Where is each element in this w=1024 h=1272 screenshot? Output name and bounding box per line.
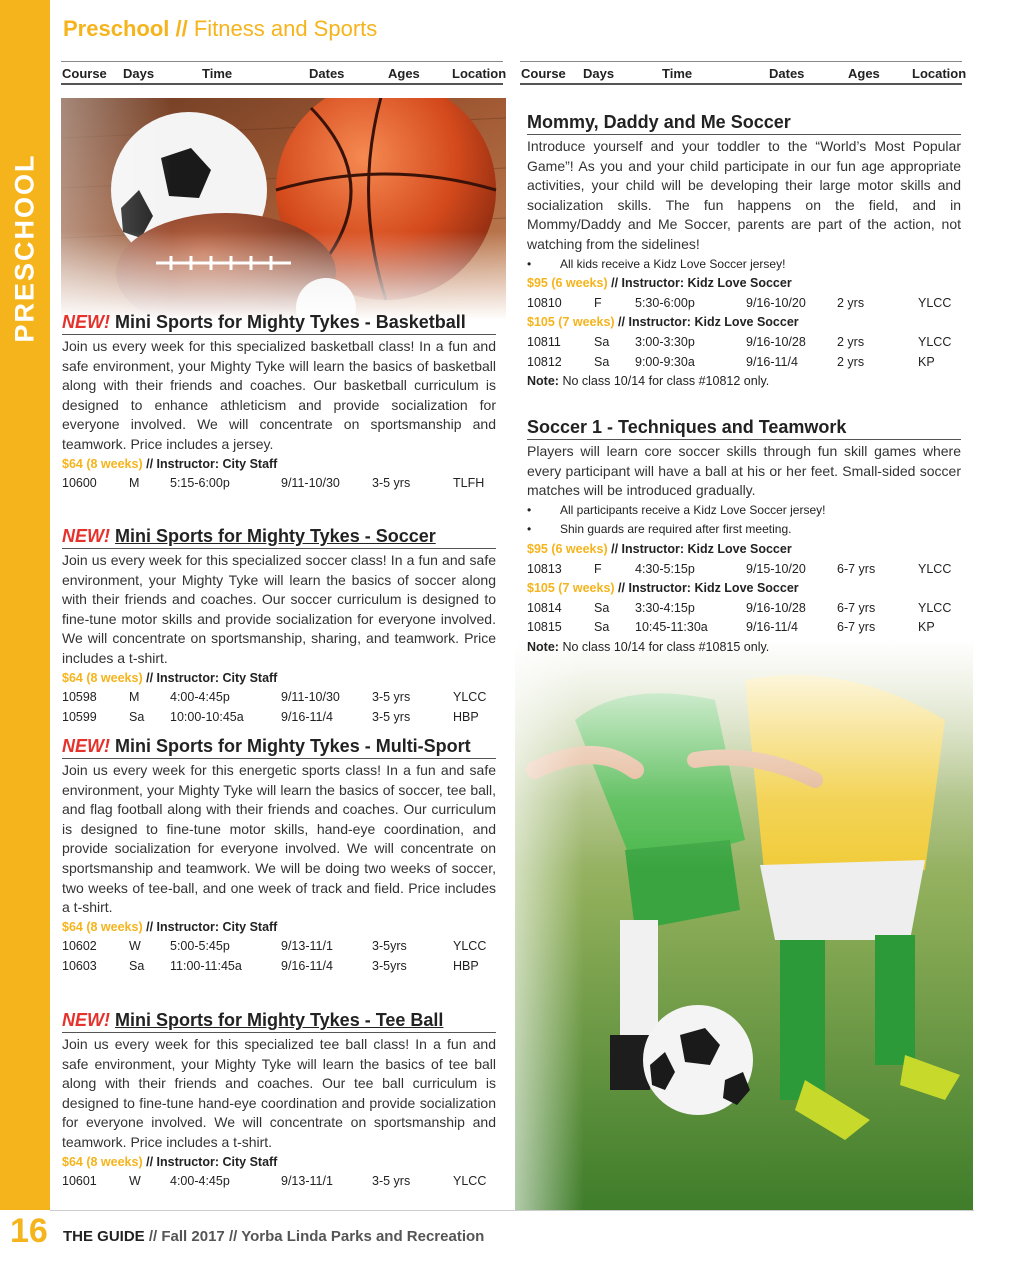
cell-time: 4:30-5:15p: [635, 561, 695, 576]
price-amount: $64 (8 weeks): [62, 919, 143, 934]
cell-ages: 3-5 yrs: [372, 690, 411, 705]
instructor: // Instructor: Kidz Love Soccer: [611, 276, 792, 291]
cell-location: TLFH: [453, 476, 485, 491]
price-line: [62, 918, 496, 938]
cell-course: 10602: [62, 939, 97, 954]
cell-time: 11:00-11:45a: [170, 958, 242, 973]
class-title-text: Mini Sports for Mighty Tykes - Tee Ball: [115, 1010, 444, 1030]
class-title: [527, 415, 961, 440]
cell-dates: 9/16-10/28: [746, 334, 806, 349]
table-row: [527, 599, 961, 619]
instructor: // Instructor: Kidz Love Soccer: [618, 315, 799, 330]
price-amount: $105 (7 weeks): [527, 315, 615, 330]
cell-ages: 3-5yrs: [372, 958, 407, 973]
cell-course: 10810: [527, 295, 562, 310]
page-title-subcategory: Fitness and Sports: [193, 16, 378, 41]
cell-ages: 3-5 yrs: [372, 476, 411, 491]
cell-days: Sa: [129, 709, 145, 724]
class-description: Join us every week for this specialized soccer class! In a fun and safe environment, your Mighty Tyke will learn the basics of soccer along with their friends and coaches. Our soccer curriculum is designed to fine-tune motor skills and provide socialization for everyone involved. We will concentrate on sportsmanship, sharing, and teamwork. Price includes a t-shirt.: [62, 552, 496, 666]
cell-location: YLCC: [453, 690, 487, 705]
cell-course: 10598: [62, 690, 97, 705]
footer-credit: [63, 1228, 484, 1245]
cell-time: 10:00-10:45a: [170, 709, 244, 724]
cell-location: YLCC: [918, 334, 952, 349]
col-days: Days: [123, 66, 155, 81]
cell-dates: 9/16-10/28: [746, 600, 806, 615]
price-line: [527, 540, 961, 560]
price-line: [62, 669, 496, 689]
cell-days: W: [129, 939, 141, 954]
cell-course: 10815: [527, 620, 562, 635]
cell-location: YLCC: [918, 561, 952, 576]
note-text: No class 10/14 for class #10815 only.: [562, 639, 770, 654]
cell-time: 5:00-5:45p: [170, 939, 230, 954]
instructor: // Instructor: City Staff: [146, 919, 278, 934]
cell-course: 10811: [527, 334, 561, 349]
class-description: Join us every week for this specialized basketball class! In a fun and safe environment, your Mighty Tyke will learn the basics of basketball along with their friends and coaches. Our basketball curriculum is designed to enhance athleticism and provide socialization for everyone involved. We will concentrate on sportsmanship and teamwork. Price includes a jersey.: [62, 338, 496, 452]
section-tab: [0, 148, 50, 348]
column-header-left: [61, 61, 507, 85]
page-title-category: Preschool //: [63, 16, 188, 41]
class-description: Players will learn core soccer skills through fun skill games where every participant will have a ball at his or her feet. Small-sided soccer matches will be introduced gradually.: [527, 443, 961, 499]
cell-location: YLCC: [918, 295, 952, 310]
col-days: Days: [583, 66, 615, 81]
cell-ages: 3-5 yrs: [372, 709, 411, 724]
table-row: [62, 1172, 496, 1192]
instructor: // Instructor: City Staff: [146, 456, 278, 471]
cell-location: YLCC: [453, 1174, 487, 1189]
cell-days: F: [594, 295, 602, 310]
note-label: Note:: [527, 639, 559, 654]
cell-dates: 9/16-10/20: [746, 295, 806, 310]
cell-location: YLCC: [918, 600, 952, 615]
footer-separator: //: [228, 1228, 238, 1245]
class-title: [62, 1008, 496, 1033]
cell-location: HBP: [453, 958, 479, 973]
cell-location: KP: [918, 354, 935, 369]
table-row: [527, 618, 961, 638]
cell-days: Sa: [594, 600, 610, 615]
instructor: // Instructor: Kidz Love Soccer: [618, 581, 799, 596]
cell-time: 3:30-4:15p: [635, 600, 695, 615]
cell-dates: 9/16-11/4: [746, 620, 798, 635]
cell-dates: 9/13-11/1: [281, 939, 333, 954]
cell-days: M: [129, 690, 140, 705]
section-tab-label: PRESCHOOL: [9, 153, 40, 343]
cell-course: 10812: [527, 354, 562, 369]
class-title-text: Mommy, Daddy and Me Soccer: [527, 112, 791, 132]
cell-course: 10603: [62, 958, 97, 973]
cell-dates: 9/13-11/1: [281, 1174, 333, 1189]
column-header-right: [520, 61, 967, 85]
cell-course: 10814: [527, 600, 562, 615]
class-title-text: Mini Sports for Mighty Tykes - Basketball: [115, 312, 466, 332]
price-line: [527, 274, 961, 294]
class-note: [527, 638, 961, 658]
table-row: [527, 294, 961, 314]
footer-divider: [50, 1210, 974, 1211]
class-title: [62, 524, 496, 549]
note-text: No class 10/14 for class #10812 only.: [562, 374, 770, 389]
bullet-item: • All kids receive a Kidz Love Soccer jersey!: [527, 256, 786, 271]
table-row: [62, 474, 496, 494]
table-row: [62, 708, 496, 728]
col-course: Course: [62, 66, 107, 81]
price-amount: $64 (8 weeks): [62, 670, 143, 685]
table-row: [527, 333, 961, 353]
class-mommy-daddy-me-soccer: [527, 110, 961, 392]
price-amount: $105 (7 weeks): [527, 581, 615, 596]
cell-dates: 9/16-11/4: [746, 354, 798, 369]
cell-ages: 6-7 yrs: [837, 561, 876, 576]
class-title-text: Mini Sports for Mighty Tykes - Soccer: [115, 526, 436, 546]
cell-time: 4:00-4:45p: [170, 690, 230, 705]
cell-location: KP: [918, 620, 935, 635]
cell-course: 10601: [62, 1174, 97, 1189]
cell-days: Sa: [594, 354, 610, 369]
bullet-item: • All participants receive a Kidz Love Soccer jersey!: [527, 502, 826, 517]
table-row: [527, 353, 961, 373]
bullet-text: All kids receive a Kidz Love Soccer jersey!: [560, 256, 786, 271]
sports-balls-photo: [61, 98, 506, 320]
cell-time: 10:45-11:30a: [635, 620, 708, 635]
col-ages: Ages: [848, 66, 880, 81]
instructor: // Instructor: Kidz Love Soccer: [611, 541, 792, 556]
col-dates: Dates: [309, 66, 345, 81]
table-row: [62, 957, 496, 977]
cell-days: W: [129, 1174, 141, 1189]
table-row: [527, 560, 961, 580]
cell-location: HBP: [453, 709, 479, 724]
col-location: Location: [912, 66, 967, 81]
col-course: Course: [521, 66, 566, 81]
price-line: [527, 313, 961, 333]
cell-ages: 2 yrs: [837, 295, 865, 310]
col-ages: Ages: [388, 66, 420, 81]
cell-ages: 3-5 yrs: [372, 1174, 411, 1189]
cell-dates: 9/15-10/20: [746, 561, 806, 576]
cell-dates: 9/11-10/30: [281, 476, 340, 491]
class-title-text: Mini Sports for Mighty Tykes - Multi-Sport: [115, 736, 471, 756]
class-multisport: [62, 734, 496, 977]
cell-ages: 3-5yrs: [372, 939, 407, 954]
class-title: [62, 310, 496, 335]
class-title: [62, 734, 496, 759]
price-line: [62, 455, 496, 475]
footer-org: Yorba Linda Parks and Recreation: [241, 1228, 485, 1245]
class-description: Join us every week for this specialized tee ball class! In a fun and safe environment, your Mighty Tyke will learn the basics of tee ball along with their friends and coaches. Our tee ball curriculum is designed to fine-tune hand-eye coordination and provide socialization for everyone involved. We will concentrate on sportsmanship and teamwork. Price includes a t-shirt.: [62, 1036, 496, 1150]
instructor: // Instructor: City Staff: [146, 1154, 278, 1169]
cell-days: Sa: [594, 620, 610, 635]
table-row: [62, 688, 496, 708]
class-description: Join us every week for this energetic sports class! In a fun and safe environment, your Mighty Tyke will learn the basics of soccer, tee ball, and flag football along with their friends and coaches. Our curriculum is designed to fine-tune motor skills, hand-eye coordination, and provide socialization for everyone involved. We will concentrate on sportsmanship and teamwork. We will be doing two weeks of soccer, two weeks of tee-ball, and one week of track and field. Price includes a t-shirt.: [62, 762, 496, 916]
cell-course: 10813: [527, 561, 562, 576]
class-note: [527, 372, 961, 392]
cell-time: 3:00-3:30p: [635, 334, 695, 349]
cell-time: 5:30-6:00p: [635, 295, 695, 310]
price-amount: $95 (6 weeks): [527, 541, 608, 556]
kids-soccer-photo: [515, 640, 973, 1210]
cell-dates: 9/16-11/4: [281, 958, 333, 973]
page-title: [63, 16, 377, 42]
class-basketball: [62, 310, 496, 494]
footer-guide: THE GUIDE: [63, 1228, 145, 1245]
cell-ages: 2 yrs: [837, 354, 865, 369]
col-time: Time: [202, 66, 233, 81]
class-teeball: [62, 1008, 496, 1192]
new-badge: NEW!: [62, 312, 110, 332]
cell-ages: 6-7 yrs: [837, 620, 876, 635]
class-title: [527, 110, 961, 135]
page-number: 16: [10, 1212, 48, 1250]
class-description: Introduce yourself and your toddler to the “World’s Most Popular Game”! As you and your child participate in our fun age appropriate activities, your child will be developing their large motor skills and socialization skills. The fun happens on the field, and in Mommy/Daddy and Me Soccer, parents are part of the action, not watching from the sidelines!: [527, 138, 961, 252]
cell-days: Sa: [129, 958, 145, 973]
cell-course: 10600: [62, 476, 97, 491]
cell-dates: 9/11-10/30: [281, 690, 340, 705]
instructor: // Instructor: City Staff: [146, 670, 278, 685]
cell-time: 4:00-4:45p: [170, 1174, 230, 1189]
cell-days: Sa: [594, 334, 610, 349]
bullet-text: All participants receive a Kidz Love Soccer jersey!: [560, 502, 826, 517]
price-line: [527, 579, 961, 599]
price-amount: $64 (8 weeks): [62, 456, 143, 471]
col-location: Location: [452, 66, 507, 81]
cell-location: YLCC: [453, 939, 487, 954]
bullet-text: Shin guards are required after first meeting.: [560, 522, 792, 537]
note-label: Note:: [527, 374, 559, 389]
class-soccer-1: [527, 415, 961, 658]
cell-time: 9:00-9:30a: [635, 354, 695, 369]
cell-ages: 2 yrs: [837, 334, 865, 349]
cell-course: 10599: [62, 709, 97, 724]
class-soccer: [62, 524, 496, 727]
col-time: Time: [662, 66, 693, 81]
new-badge: NEW!: [62, 1010, 110, 1030]
price-line: [62, 1153, 496, 1173]
new-badge: NEW!: [62, 526, 110, 546]
table-row: [62, 937, 496, 957]
cell-days: M: [129, 476, 140, 491]
footer-separator: //: [148, 1228, 158, 1245]
cell-days: F: [594, 561, 602, 576]
new-badge: NEW!: [62, 736, 110, 756]
col-dates: Dates: [769, 66, 805, 81]
cell-ages: 6-7 yrs: [837, 600, 876, 615]
bullet-item: • Shin guards are required after first meeting.: [527, 522, 792, 537]
cell-dates: 9/16-11/4: [281, 709, 333, 724]
cell-time: 5:15-6:00p: [170, 476, 230, 491]
price-amount: $64 (8 weeks): [62, 1154, 143, 1169]
class-title-text: Soccer 1 - Techniques and Teamwork: [527, 417, 847, 437]
price-amount: $95 (6 weeks): [527, 276, 608, 291]
footer-season: Fall 2017: [161, 1228, 225, 1245]
